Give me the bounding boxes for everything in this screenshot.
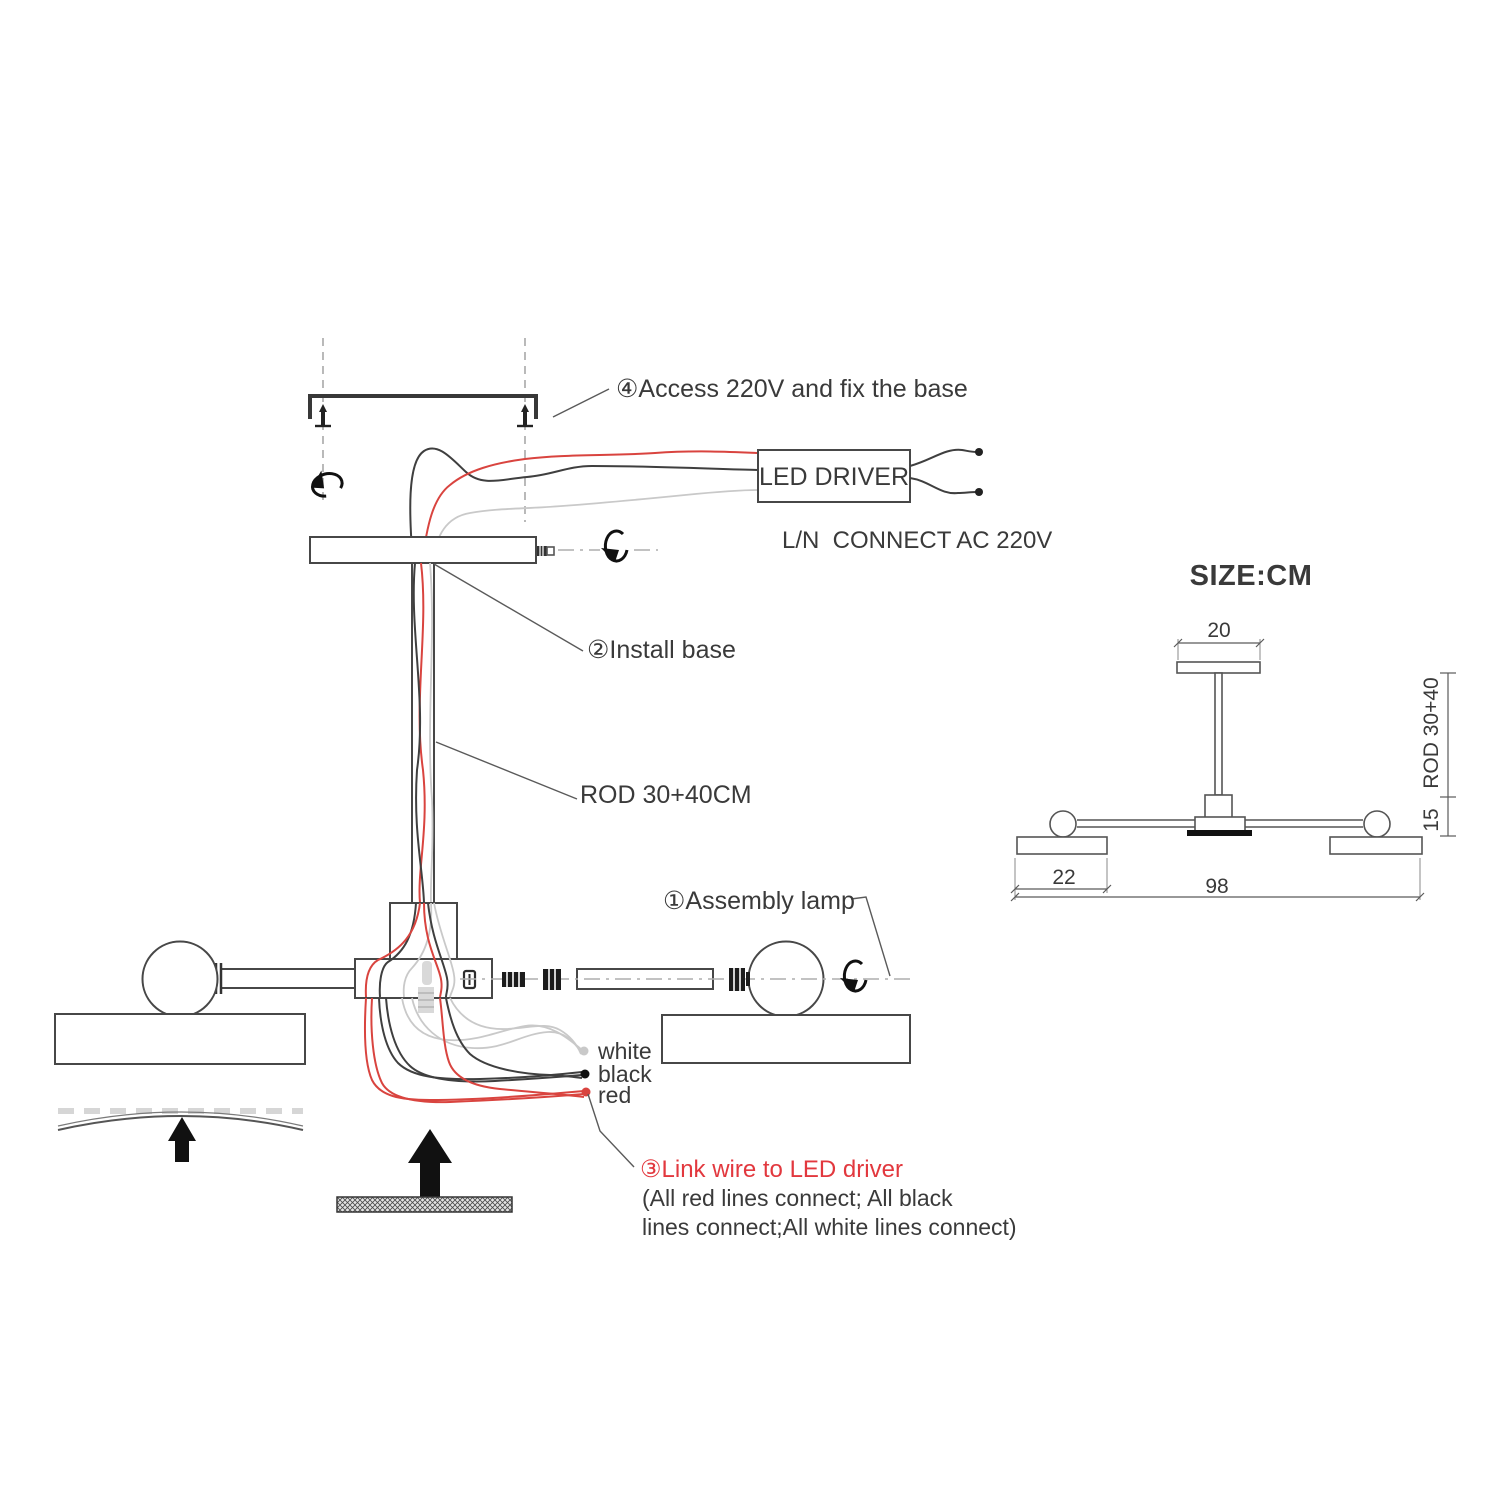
chart-hub-lower (1195, 817, 1245, 831)
size-chart-title: SIZE:CM (1189, 560, 1313, 592)
step1-leader-line (851, 897, 890, 976)
step4-leader-line (553, 389, 609, 417)
diffuser-install-hint (58, 1111, 303, 1162)
arrow-shaft (420, 1163, 440, 1197)
ln-connect-note: L/N CONNECT AC 220V (782, 527, 1053, 554)
dim-panel-width (1011, 858, 1111, 900)
screw-tip (521, 404, 529, 412)
white-wire-dot (580, 1047, 589, 1056)
dim-canopy-width (1174, 619, 1264, 660)
ceiling-mount-assembly (308, 338, 536, 522)
threaded-connector (729, 968, 750, 991)
ceiling-mount-bracket (310, 396, 536, 419)
screw-thread (537, 546, 547, 556)
white-wire-in-rod (430, 563, 433, 903)
chart-right-panel (1330, 837, 1422, 854)
white-wire-strand (450, 998, 581, 1054)
red-wire-label: red (598, 1082, 632, 1108)
arrow-head (168, 1117, 196, 1141)
black-wire-dot (581, 1070, 590, 1079)
threaded-connector (543, 969, 561, 990)
step4-label: ④Access 220V and fix the base (616, 375, 968, 403)
black-wire-label: black (598, 1061, 652, 1087)
lead-end-dot (975, 488, 983, 496)
driver-output-lead-bottom (910, 478, 977, 493)
central-hub (355, 903, 492, 1013)
connector-flange (746, 972, 750, 986)
assembly-axis-parts (460, 942, 914, 1064)
white-wire-label: white (598, 1038, 652, 1064)
step1-label: ①Assembly lamp (663, 887, 855, 915)
driver-output-lead-top (910, 450, 977, 466)
arrow-shaft (175, 1141, 189, 1162)
led-driver-label: LED DRIVER (758, 463, 910, 491)
screw-head (547, 547, 554, 555)
white-wire-strand (412, 998, 581, 1052)
step3-note-line2: lines connect;All white lines connect) (642, 1214, 1017, 1240)
red-wire-strand (371, 998, 584, 1102)
chart-base-plate (1187, 830, 1252, 836)
up-arrow-large (408, 1129, 452, 1197)
mounting-screw-left (315, 404, 331, 426)
screw-body (523, 411, 527, 425)
panel-install-hint (337, 1129, 512, 1212)
hatched-mounting-plate (337, 1197, 512, 1212)
mounting-screw-right (517, 404, 533, 426)
chart-rod (1215, 673, 1222, 795)
rod-label: ROD 30+40CM (580, 781, 752, 809)
screw-body (321, 411, 325, 425)
left-lamp-sphere (143, 942, 218, 1017)
dim-canopy-width-value: 20 (1207, 619, 1231, 642)
connector-body (729, 968, 745, 991)
left-lamp-panel (55, 1014, 305, 1064)
dim-total-width-value: 98 (1205, 875, 1229, 898)
rotate-icon (308, 466, 345, 499)
step2-label: ②Install base (587, 636, 736, 664)
right-lamp-panel (662, 1015, 910, 1063)
black-wire-strand (446, 998, 582, 1078)
chart-left-panel (1017, 837, 1107, 854)
chart-canopy (1177, 662, 1260, 673)
step3-note-line1: (All red lines connect; All black (642, 1185, 953, 1211)
black-wire-strand (379, 998, 582, 1079)
threaded-connector (502, 972, 525, 987)
up-arrow-small (168, 1117, 196, 1162)
chart-hub-upper (1205, 795, 1232, 818)
screw-tip (319, 404, 327, 412)
dim-rod-length-value: ROD 30+40 (1420, 677, 1443, 789)
step2-leader-line (434, 564, 583, 651)
dim-rod-and-drop (1420, 673, 1456, 836)
left-lamp-arm (55, 942, 355, 1065)
base-bar (310, 537, 536, 563)
base-bar-assembly (310, 531, 658, 563)
rotate-icon (840, 961, 866, 992)
dim-panel-width-value: 22 (1052, 866, 1076, 889)
base-side-screw (537, 546, 554, 556)
red-wire-dot (582, 1088, 591, 1097)
arrow-head (408, 1129, 452, 1163)
step3-label: ③Link wire to LED driver (640, 1156, 903, 1183)
dim-drop-height-value: 15 (1420, 808, 1443, 832)
rotate-icon (601, 531, 627, 562)
chart-left-sphere (1050, 811, 1076, 837)
chart-right-sphere (1364, 811, 1390, 837)
size-chart (1011, 560, 1456, 901)
rod-leader-line (436, 742, 577, 799)
hub-grub-screw (418, 987, 434, 1013)
hub-inner-fitting (422, 961, 432, 985)
lead-end-dot (975, 448, 983, 456)
led-driver (758, 448, 1052, 554)
connector-body (543, 969, 561, 990)
suspension-rod (412, 563, 434, 903)
